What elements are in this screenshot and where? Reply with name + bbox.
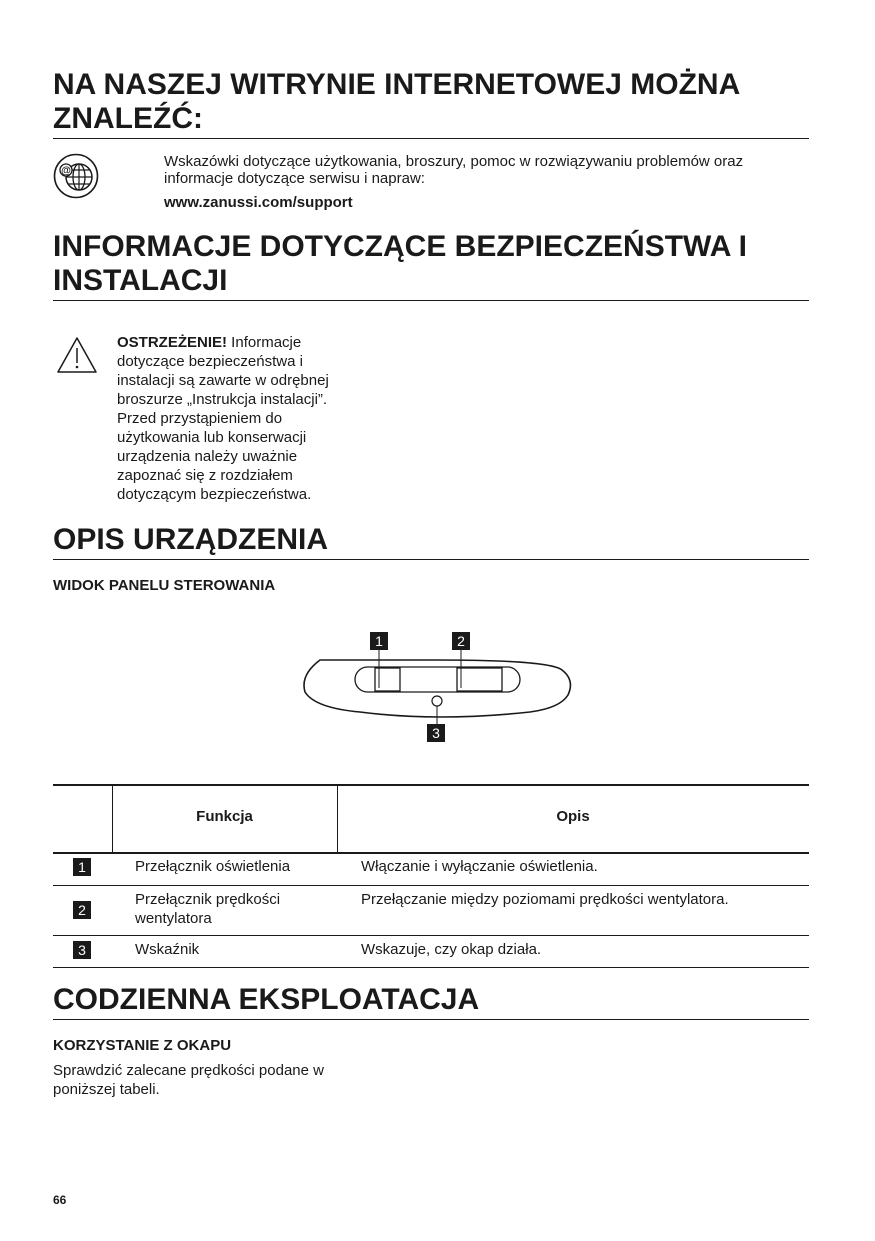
row-description: Wskazuje, czy okap działa. (361, 941, 542, 958)
section-divider (53, 1019, 809, 1020)
row-function: Przełącznik prędkości wentylatora (135, 891, 281, 927)
safety-section-title: INFORMACJE DOTYCZĄCE BEZPIECZEŃSTWA I INSTALACJI (53, 230, 747, 297)
warning-triangle-icon (56, 336, 98, 374)
hood-usage-text: Sprawdzić zalecane prędkości podane w poniższej tabeli. (53, 1062, 324, 1098)
control-panel-diagram (300, 630, 575, 750)
table-row-border (53, 935, 809, 936)
fan-switch-shape (457, 668, 502, 691)
section-divider (53, 300, 809, 301)
table-header-border (53, 852, 809, 854)
row-number-badge: 2 (73, 901, 91, 919)
row-function: Wskaźnik (135, 941, 200, 958)
table-bottom-border (53, 967, 809, 968)
web-globe-icon (53, 153, 99, 199)
description-section-title: OPIS URZĄDZENIA (53, 523, 329, 556)
page-number: 66 (53, 1193, 67, 1207)
row-number-badge: 1 (73, 858, 91, 876)
safety-warning-text (117, 333, 362, 504)
diagram-label-3: 3 (432, 725, 440, 741)
table-header-description: Opis (556, 808, 590, 825)
diagram-label-1: 1 (375, 633, 383, 649)
warning-body: Informacje dotyczące bezpieczeństwa i instalacji są zawarte w odrębnej broszurze „Instrukcja instalacji”. Przed przystąpieniem do użytkowania lub konserwacji urządzenia należy uważnie zapoznać się z rozdziałem dotyczącym bezpieczeństwa. (117, 334, 329, 503)
daily-use-section-title: CODZIENNA EKSPLOATACJA (53, 983, 480, 1016)
diagram-label-2: 2 (457, 633, 465, 649)
panel-inner (355, 667, 520, 692)
row-description: Przełączanie między poziomami prędkości wentylatora. (361, 891, 729, 908)
control-panel-subtitle: WIDOK PANELU STEROWANIA (53, 577, 276, 594)
support-url-link[interactable]: www.zanussi.com/support (164, 194, 353, 211)
table-top-border (53, 784, 809, 786)
row-description: Włączanie i wyłączanie oświetlenia. (361, 858, 598, 875)
row-number-badge: 3 (73, 941, 91, 959)
website-section-title: NA NASZEJ WITRYNIE INTERNETOWEJ MOŻNA ZNALEŹĆ: (53, 68, 740, 135)
hood-usage-subtitle: KORZYSTANIE Z OKAPU (53, 1037, 232, 1054)
table-header-function: Funkcja (196, 808, 253, 825)
row-function: Przełącznik oświetlenia (135, 858, 291, 875)
table-row-border (53, 885, 809, 886)
section-divider (53, 138, 809, 139)
section-divider (53, 559, 809, 560)
indicator-shape (432, 696, 442, 706)
website-info-text: Wskazówki dotyczące użytkowania, broszury, pomoc w rozwiązywaniu problemów oraz informacje dotyczące serwisu i napraw: (164, 153, 744, 187)
warning-label: OSTRZEŻENIE! (117, 334, 228, 351)
svg-text:@: @ (61, 165, 71, 177)
